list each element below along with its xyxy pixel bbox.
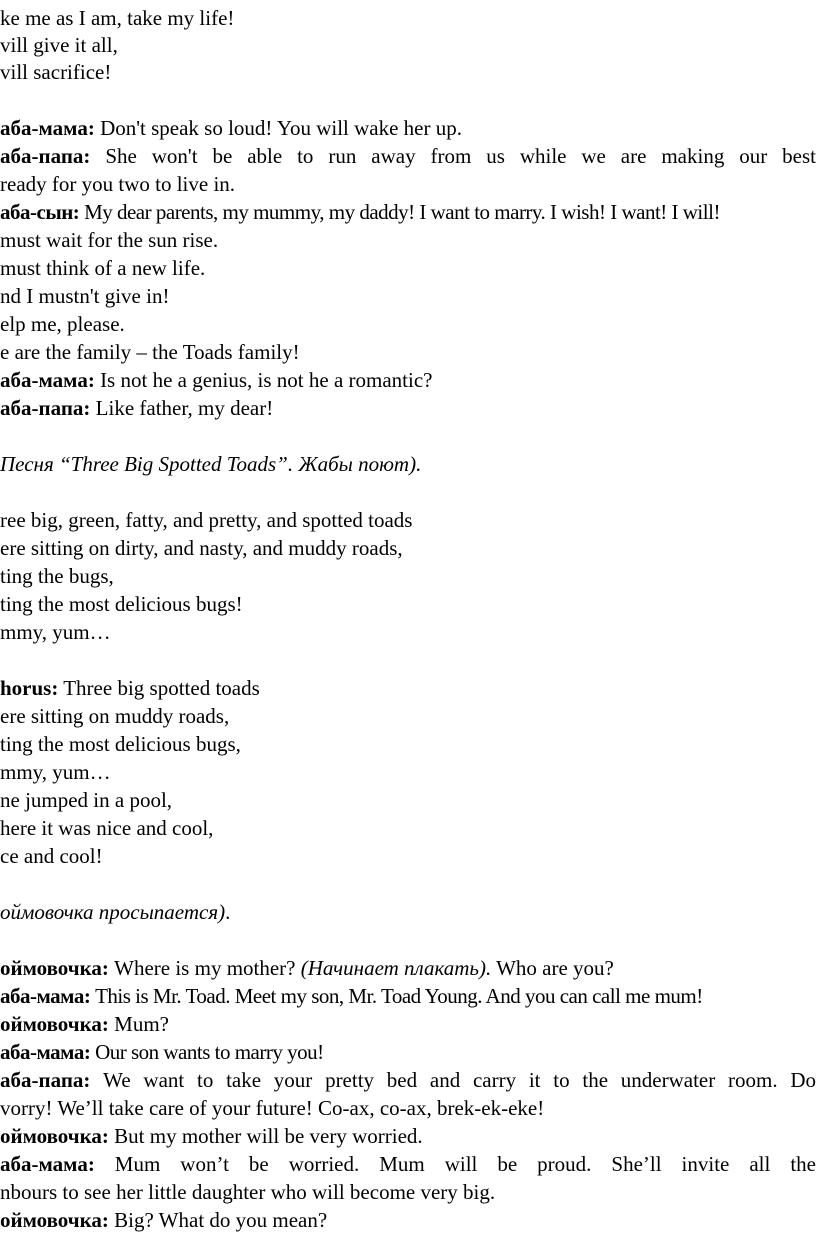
dialogue-line: оймовочка: Big? What do you mean? (0, 1208, 328, 1232)
dialogue-line: аба-мама: Mum won’t be worried. Mum will be proud. She’ll invite all the (0, 1152, 816, 1176)
speaker-name: horus: (0, 676, 59, 700)
speaker-name: аба-мама: (0, 984, 91, 1008)
text-line: ting the most delicious bugs, (0, 732, 241, 756)
dialogue-line: аба-мама: This is Mr. Toad. Meet my son, Mr. Toad Young. And you can call me mum! (0, 984, 703, 1008)
speaker-name: оймовочка: (0, 1012, 109, 1036)
text-line: ce and cool! (0, 844, 103, 868)
text-line: ne jumped in a pool, (0, 788, 173, 812)
text-line: e are the family – the Toads family! (0, 340, 300, 364)
dialogue-line: аба-сын: My dear parents, my mummy, my daddy! I want to marry. I wish! I want! I will! (0, 200, 720, 224)
text-line: here it was nice and cool, (0, 816, 214, 840)
speaker-name: аба-сын: (0, 200, 80, 224)
text-line: ke me as I am, take my life! (0, 6, 235, 30)
stage-direction-inline: (Начинает плакать). (300, 956, 492, 980)
text-line: ere sitting on muddy roads, (0, 704, 230, 728)
text-line: mmy, yum… (0, 760, 111, 784)
text-line: ting the most delicious bugs! (0, 592, 243, 616)
dialogue-line: оймовочка: But my mother will be very worried. (0, 1124, 423, 1148)
speaker-name: аба-мама: (0, 116, 95, 140)
text-line: ere sitting on dirty, and nasty, and muddy roads, (0, 536, 403, 560)
text-line: elp me, please. (0, 312, 125, 336)
text-line: nd I mustn't give in! (0, 284, 170, 308)
text-line: mmy, yum… (0, 620, 111, 644)
speaker-name: аба-папа: (0, 396, 91, 420)
dialogue-line: аба-папа: We want to take your pretty bed and carry it to the underwater room. Do (0, 1068, 816, 1092)
speaker-name: аба-папа: (0, 1068, 91, 1092)
speaker-name: оймовочка: (0, 956, 109, 980)
dialogue-line: аба-мама: Is not he a genius, is not he a romantic? (0, 368, 433, 392)
dialogue-line: аба-папа: Like father, my dear! (0, 396, 274, 420)
text-line: ting the bugs, (0, 564, 114, 588)
text-line: vorry! We’ll take care of your future! Co-ax, co-ax, brek-ek-eke! (0, 1096, 545, 1120)
speaker-name: аба-мама: (0, 368, 95, 392)
speaker-name: аба-папа: (0, 144, 91, 168)
dialogue-line: аба-папа: She won't be able to run away from us while we are making our best (0, 144, 816, 168)
chorus-line: horus: Three big spotted toads (0, 676, 260, 700)
speaker-name: аба-мама: (0, 1152, 95, 1176)
dialogue-line: оймовочка: Mum? (0, 1012, 169, 1036)
speaker-name: аба-мама: (0, 1040, 91, 1064)
text-line: vill sacrifice! (0, 60, 112, 84)
stage-direction: Песня “Three Big Spotted Toads”. Жабы поют). (0, 452, 422, 476)
dialogue-line: аба-мама: Don't speak so loud! You will wake her up. (0, 116, 462, 140)
dialogue-line: оймовочка: Where is my mother? (Начинает плакать). Who are you? (0, 956, 614, 980)
stage-direction: оймовочка просыпается). (0, 900, 231, 924)
dialogue-line: аба-мама: Our son wants to marry you! (0, 1040, 324, 1064)
speaker-name: оймовочка: (0, 1124, 109, 1148)
text-line: ree big, green, fatty, and pretty, and spotted toads (0, 508, 413, 532)
speaker-name: оймовочка: (0, 1208, 109, 1232)
text-line: nbours to see her little daughter who will become very big. (0, 1180, 496, 1204)
text-line: must wait for the sun rise. (0, 228, 219, 252)
text-line: vill give it all, (0, 33, 118, 57)
text-line: ready for you two to live in. (0, 172, 236, 196)
text-line: must think of a new life. (0, 256, 206, 280)
